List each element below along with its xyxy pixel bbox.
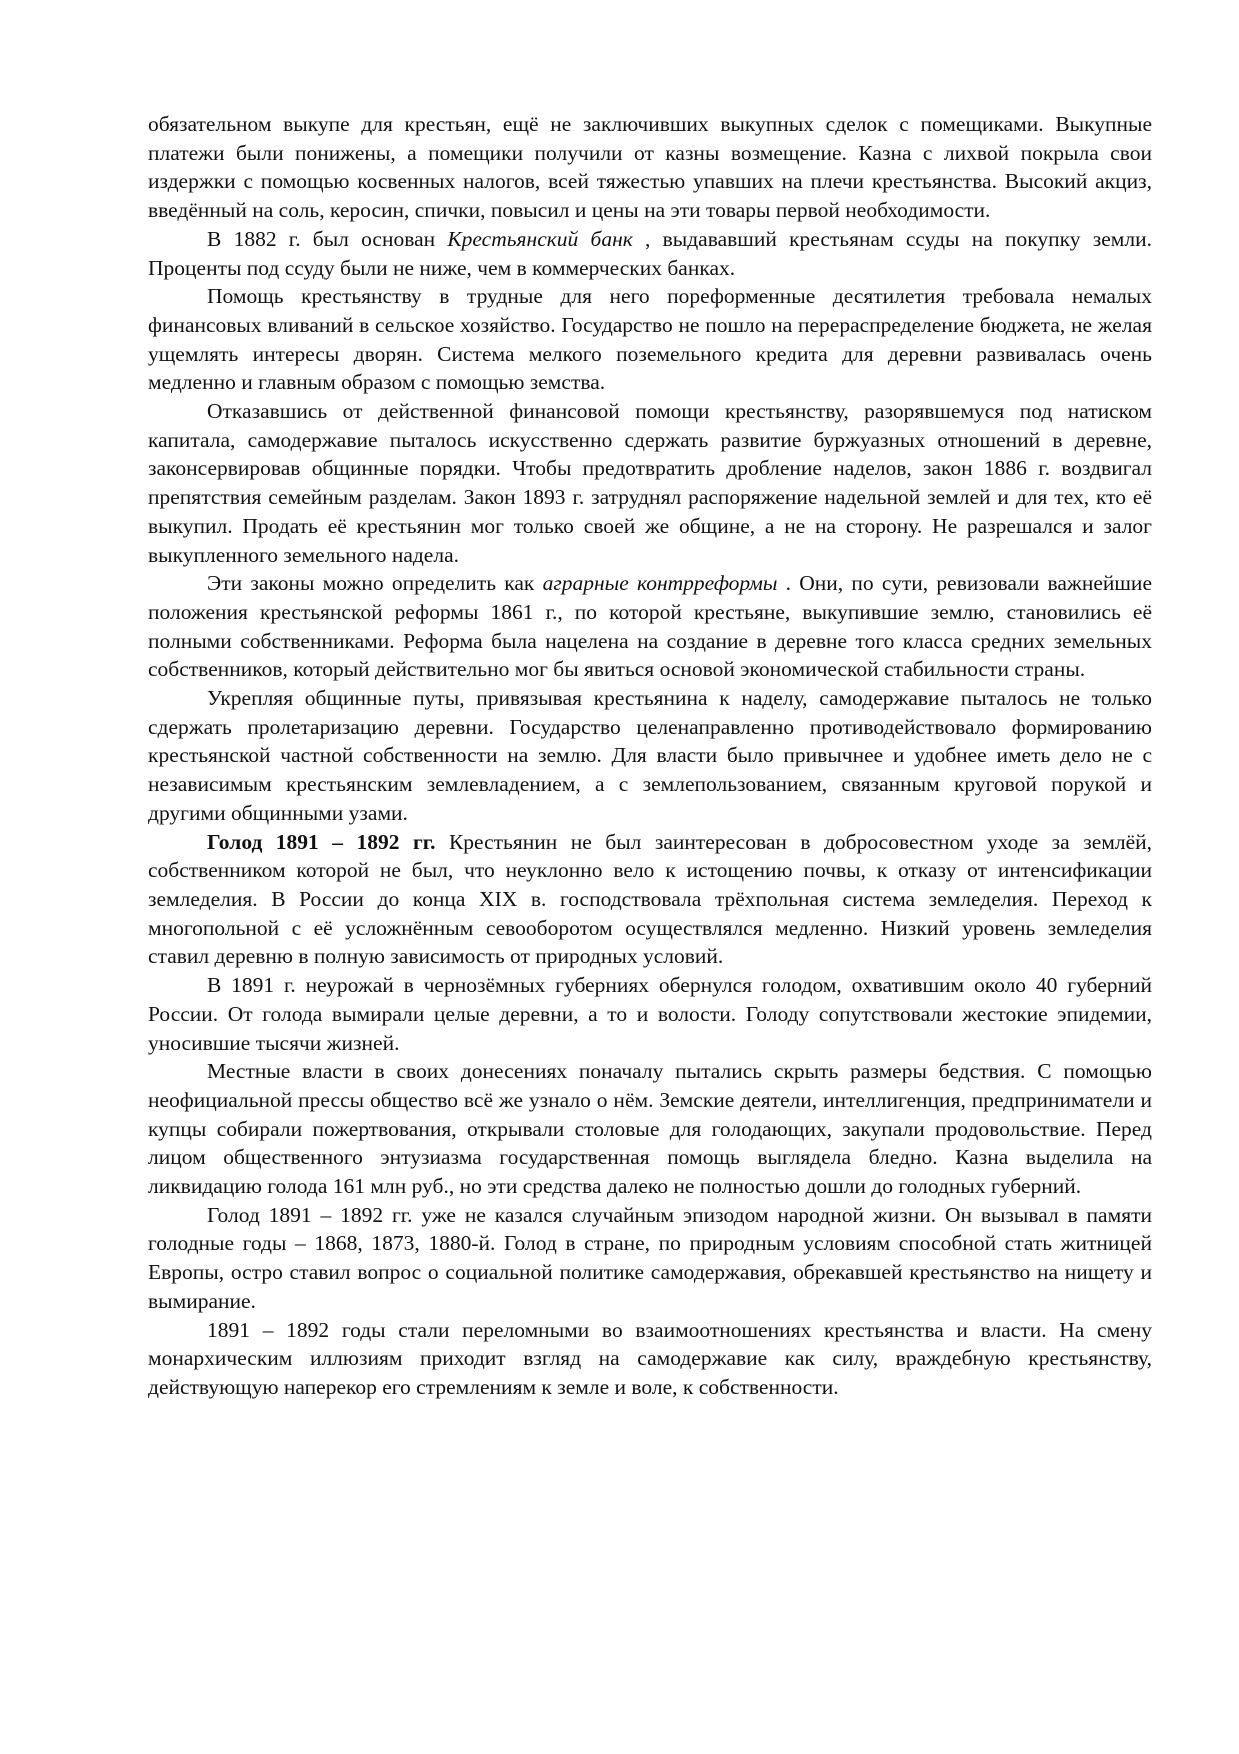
section-heading: Голод 1891 – 1892 гг.: [207, 829, 436, 854]
paragraph: 1891 – 1892 годы стали переломными во взаимоотношениях крестьянства и власти. На смену монархическим иллюзиям приходит взгляд на самодержавие как силу, враждебную крестьянству, действующую наперекор его стремлениям к земле и воле, к собственности.: [148, 1317, 1152, 1399]
paragraph: В 1891 г. неурожай в чернозёмных губерниях обернулся голодом, охватившим около 40 губерний России. От голода вымирали целые деревни, а то и волости. Голоду сопутствовали жестокие эпидемии, уносившие тысячи жизней.: [148, 973, 1152, 1055]
italic-term: аграрные контрреформы: [542, 571, 778, 596]
paragraph-text: В 1882 г. был основан: [207, 226, 448, 251]
paragraph: Местные власти в своих донесениях поначалу пытались скрыть размеры бедствия. С помощью неофициальной прессы общество всё же узнало о нём. Земские деятели, интеллигенция, предприниматели и купцы собирали пожертвования, открывали столовые для голодающих, закупали продовольствие. Перед лицом общественного энтузиазма государственная помощь выглядела бледно. Казна выделила на ликвидацию голода 161 млн руб., но эти средства далеко не полностью дошли до голодных губерний.: [148, 1059, 1152, 1199]
paragraph-text: . Они, по сути, ревизовали важнейшие положения крестьянской реформы 1861 г., по которой крестьяне, выкупившие землю, становились её полными собственниками. Реформа была нацелена на создание в деревне того класса средних земельных собственников, который действительно мог бы явиться основой экономической стабильности страны.: [148, 571, 1152, 682]
paragraph: Отказавшись от действенной финансовой помощи крестьянству, разорявшемуся под натиском капитала, самодержавие пыталось искусственно сдержать развитие буржуазных отношений в деревне, законсервировав общинные порядки. Чтобы предотвратить дробление наделов, закон 1886 г. воздвигал препятствия семейным разделам. Закон 1893 г. затруднял распоряжение надельной землей и для тех, кто её выкупил. Продать её крестьянин мог только своей же общине, а не на сторону. Не разрешался и залог выкупленного земельного надела.: [148, 399, 1152, 567]
paragraph: Помощь крестьянству в трудные для него пореформенные десятилетия требовала немалых финансовых вливаний в сельское хозяйство. Государство не пошло на перераспределение бюджета, не желая ущемлять интересы дворян. Система мелкого поземельного кредита для деревни развивалась очень медленно и главным образом с помощью земства.: [148, 284, 1152, 395]
document-page: [148, 110, 1152, 1402]
paragraph: [148, 225, 1152, 282]
paragraph: обязательном выкупе для крестьян, ещё не заключивших выкупных сделок с помещиками. Выкупные платежи были понижены, а помещики получили от казны возмещение. Казна с лихвой покрыла свои издержки с помощью косвенных налогов, всей тяжестью упавших на плечи крестьянства. Высокий акциз, введённый на соль, керосин, спички, повысил и цены на эти товары первой необходимости.: [148, 112, 1152, 223]
paragraph-text: , выдававший крестьянам ссуды на покупку земли. Проценты под ссуду были не ниже, чем в коммерческих банках.: [148, 226, 1152, 280]
paragraph: Голод 1891 – 1892 гг. уже не казался случайным эпизодом народной жизни. Он вызывал в памяти голодные годы – 1868, 1873, 1880-й. Голод в стране, по природным условиям способной стать житницей Европы, остро ставил вопрос о социальной политике самодержавия, обрекавшей крестьянство на нищету и вымирание.: [148, 1202, 1152, 1313]
italic-term: Крестьянский банк: [447, 226, 633, 251]
paragraph: [148, 828, 1152, 972]
paragraph-text: Эти законы можно определить как: [207, 571, 543, 596]
paragraph: [148, 569, 1152, 684]
paragraph: Укрепляя общинные путы, привязывая крестьянина к наделу, самодержавие пыталось не только сдержать пролетаризацию деревни. Государство целенаправленно противодействовало формированию крестьянской частной собственности на землю. Для власти было привычнее и удобнее иметь дело не с независимым крестьянским землевладением, а с землепользованием, связанным круговой порукой и другими общинными узами.: [148, 686, 1152, 825]
paragraph-text: Крестьянин не был заинтересован в добросовестном уходе за землёй, собственником которой не был, что неуклонно вело к истощению почвы, к отказу от интенсификации земледелия. В России до конца XIX в. господствовала трёхпольная система земледелия. Переход к многопольной с её усложнённым севооборотом осуществлялся медленно. Низкий уровень земледелия ставил деревню в полную зависимость от природных условий.: [148, 829, 1152, 969]
